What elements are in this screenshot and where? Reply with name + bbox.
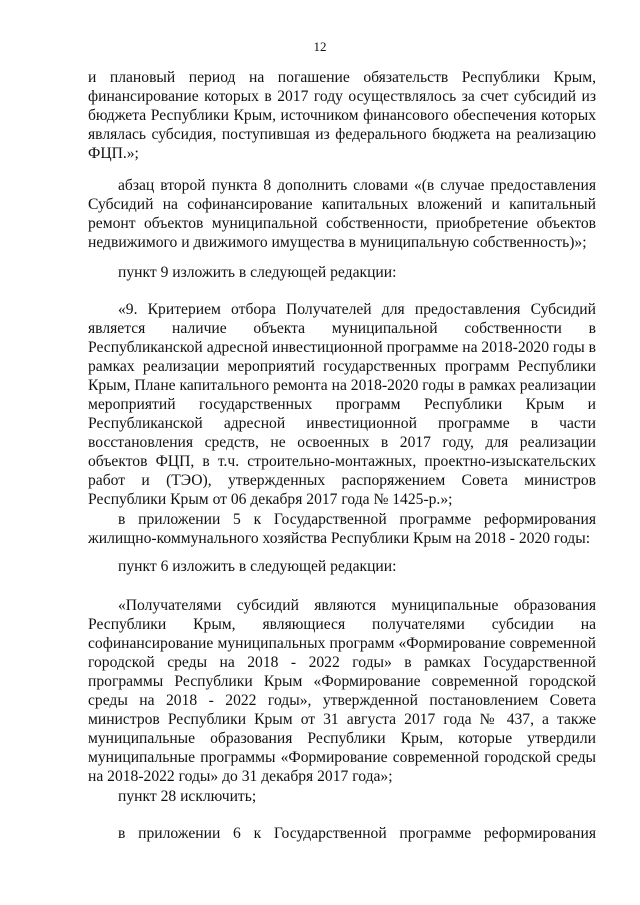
paragraph-abzac-8: абзац второй пункта 8 дополнить словами «(в случае предоставления Субсидий на софинансирование капитальных вложений и капитальный ремонт объектов муниципальной собственности, приобретение объектов недвижимого и движимого имущества в муниципальную собственность)»; bbox=[88, 177, 596, 251]
paragraph-punkt-6-intro: пункт 6 изложить в следующей редакции: bbox=[118, 558, 397, 575]
paragraph-punkt-6-text: «Получателями субсидий являются муниципальные образования Республики Крым, являющиеся получателями субсидии на софинансирование муниципальных программ «Формирование современной городской среды на 2018 - 2022 годы» в рамках Государственной программы Республики Крым «Формирование современной городской среды на 2018 - 2022 годы», утвержденной постановлением Совета министров Республики Крым от 31 августа 2017 года № 437, а также муниципальные образования Республики Крым, которые утвердили муниципальные программы «Формирование современной городской среды на 2018-2022 годы» до 31 декабря 2017 года»; bbox=[88, 597, 596, 785]
paragraph-prilozhenie-5: в приложении 5 к Государственной программе реформирования жилищно-коммунального хозяйства Республики Крым на 2018 - 2020 годы: bbox=[88, 511, 596, 547]
paragraph-continuation: и плановый период на погашение обязательств Республики Крым, финансирование которых в 2017 году осуществлялось за счет субсидий из бюджета Республики Крым, источником финансового обеспечения которых являлась субсидия, поступившая из федерального бюджета на реализацию ФЦП.»; bbox=[88, 69, 596, 162]
paragraph-punkt-9-intro: пункт 9 изложить в следующей редакции: bbox=[118, 264, 397, 281]
paragraph-punkt-9-text: «9. Критерием отбора Получателей для предоставления Субсидий является наличие объекта муниципальной собственности в Республиканской адресной инвестиционной программе на 2018-2020 годы в рамках реализации мероприятий государственных программ Республики Крым, Плане капитального ремонта на 2018-2020 годы в рамках реализации мероприятий государственных программ Республики Крым и Республиканской адресной инвестиционной программе в части восстановления средств, не освоенных в 2017 году, для реализации объектов ФЦП, в т.ч. строительно-монтажных, проектно-изыскательских работ и (ТЭО), утвержденных распоряжением Совета министров Республики Крым от 06 декабря 2017 года № 1425-р.»; bbox=[88, 301, 596, 508]
paragraph-punkt-28: пункт 28 исключить; bbox=[118, 788, 257, 805]
paragraph-prilozhenie-6: в приложении 6 к Государственной программе реформирования bbox=[118, 825, 596, 842]
page-number: 12 bbox=[313, 39, 327, 54]
